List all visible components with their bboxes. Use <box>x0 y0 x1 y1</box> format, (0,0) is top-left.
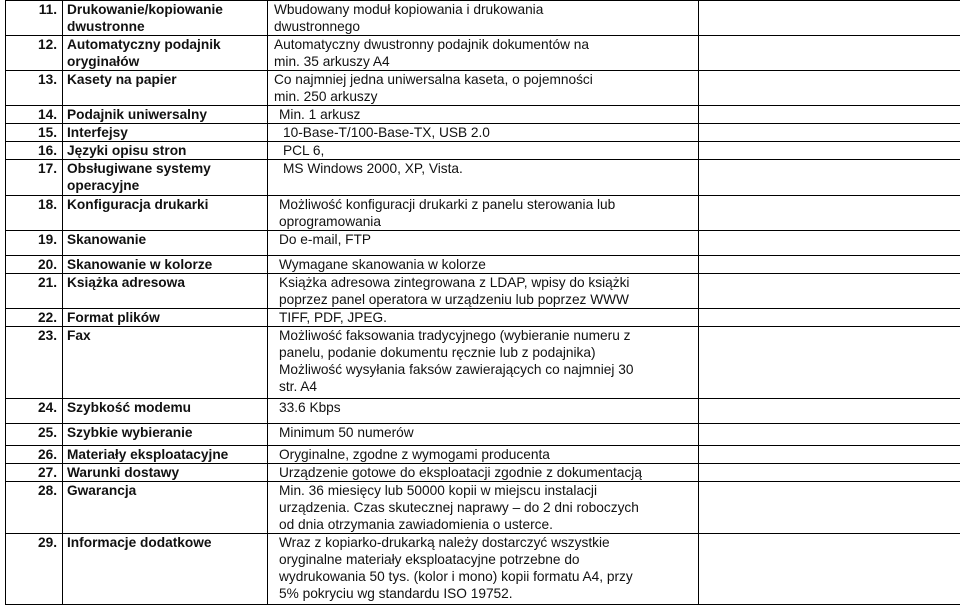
parameter-name-line: Automatyczny podajnik <box>67 36 267 53</box>
offered-parameter-cell[interactable] <box>699 399 960 424</box>
spec-row <box>6 534 960 605</box>
parameter-value <box>268 309 699 327</box>
parameter-value-line: Wraz z kopiarko-drukarką należy dostarczyć wszystkie <box>274 534 698 551</box>
row-number: 14. <box>6 106 63 124</box>
offered-parameter-cell[interactable] <box>699 231 960 256</box>
parameter-value <box>268 482 699 534</box>
parameter-value-line: Książka adresowa zintegrowana z LDAP, wpisy do książki <box>274 274 698 291</box>
parameter-value-line: min. 35 arkuszy A4 <box>274 53 698 70</box>
parameter-value-line: wydrukowania 50 tys. (kolor i mono) kopii formatu A4, przy <box>274 568 698 585</box>
parameter-name <box>63 424 268 446</box>
parameter-value <box>268 106 699 124</box>
spec-row <box>6 274 960 309</box>
parameter-value-line: dwustronnego <box>274 18 698 35</box>
parameter-name <box>63 399 268 424</box>
offered-parameter-cell[interactable] <box>699 482 960 534</box>
parameter-value-line: panelu, podanie dokumentu ręcznie lub z podajnika) <box>274 344 698 361</box>
parameter-name <box>63 256 268 274</box>
row-number: 18. <box>6 196 63 231</box>
row-number: 17. <box>6 160 63 196</box>
parameter-value-line: poprzez panel operatora w urządzeniu lub poprzez WWW <box>274 291 698 308</box>
row-number: 19. <box>6 231 63 256</box>
offered-parameter-cell[interactable] <box>699 106 960 124</box>
parameter-name-line: Fax <box>67 327 267 344</box>
parameter-name-line: Gwarancja <box>67 482 267 499</box>
spec-row <box>6 399 960 424</box>
parameter-value-line: min. 250 arkuszy <box>274 88 698 105</box>
spec-row <box>6 256 960 274</box>
parameter-name-line: Obsługiwane systemy <box>67 160 267 177</box>
parameter-name-line: Interfejsy <box>67 124 267 141</box>
spec-row <box>6 106 960 124</box>
spec-row <box>6 71 960 106</box>
row-number: 25. <box>6 424 63 446</box>
parameter-name <box>63 446 268 464</box>
parameter-name <box>63 482 268 534</box>
parameter-value-line: Możliwość faksowania tradycyjnego (wybieranie numeru z <box>274 327 698 344</box>
parameter-value <box>268 327 699 399</box>
spec-row <box>6 1 960 36</box>
parameter-value-line: Wbudowany moduł kopiowania i drukowania <box>274 1 698 18</box>
row-number: 20. <box>6 256 63 274</box>
row-number: 13. <box>6 71 63 106</box>
row-number: 27. <box>6 464 63 482</box>
parameter-value <box>268 160 699 196</box>
row-number: 29. <box>6 534 63 605</box>
row-number: 21. <box>6 274 63 309</box>
spec-row <box>6 327 960 399</box>
parameter-name-line: Podajnik uniwersalny <box>67 106 267 123</box>
parameter-name <box>63 274 268 309</box>
spec-row <box>6 482 960 534</box>
parameter-value-line: Automatyczny dwustronny podajnik dokumentów na <box>274 36 698 53</box>
parameter-value-line: 33.6 Kbps <box>274 399 698 416</box>
parameter-value-line: PCL 6, <box>274 142 698 159</box>
parameter-value-line: oprogramowania <box>274 213 698 230</box>
spec-row <box>6 424 960 446</box>
parameter-value <box>268 196 699 231</box>
parameter-value-line: str. A4 <box>274 378 698 395</box>
offered-parameter-cell[interactable] <box>699 196 960 231</box>
row-number: 12. <box>6 36 63 71</box>
parameter-value-line: Do e-mail, FTP <box>274 231 698 248</box>
spec-row <box>6 231 960 256</box>
parameter-value-line: Oryginalne, zgodne z wymogami producenta <box>274 446 698 463</box>
parameter-name <box>63 327 268 399</box>
row-number: 16. <box>6 142 63 160</box>
parameter-value <box>268 142 699 160</box>
spec-row <box>6 124 960 142</box>
row-number: 11. <box>6 1 63 36</box>
parameter-value-line: Co najmniej jedna uniwersalna kaseta, o pojemności <box>274 71 698 88</box>
offered-parameter-cell[interactable] <box>699 36 960 71</box>
parameter-value <box>268 256 699 274</box>
offered-parameter-cell[interactable] <box>699 424 960 446</box>
parameter-value-line: Min. 36 miesięcy lub 50000 kopii w miejscu instalacji <box>274 482 698 499</box>
parameter-name-line: operacyjne <box>67 177 267 194</box>
parameter-value <box>268 534 699 605</box>
parameter-value-line: 10-Base-T/100-Base-TX, USB 2.0 <box>274 124 698 141</box>
parameter-name-line: Warunki dostawy <box>67 464 267 481</box>
row-number: 22. <box>6 309 63 327</box>
parameter-name-line: Skanowanie <box>67 231 267 248</box>
parameter-value <box>268 124 699 142</box>
parameter-name-line: Informacje dodatkowe <box>67 534 267 551</box>
parameter-value <box>268 446 699 464</box>
offered-parameter-cell[interactable] <box>699 327 960 399</box>
parameter-name <box>63 464 268 482</box>
row-number: 23. <box>6 327 63 399</box>
parameter-name <box>63 309 268 327</box>
parameter-value-line: od dnia otrzymania zawiadomienia o usterce. <box>274 516 698 533</box>
parameter-name-line: oryginałów <box>67 53 267 70</box>
row-number: 15. <box>6 124 63 142</box>
parameter-value-line: Min. 1 arkusz <box>274 106 698 123</box>
parameter-name-line: Materiały eksploatacyjne <box>67 446 267 463</box>
offered-parameter-cell[interactable] <box>699 124 960 142</box>
spec-row <box>6 464 960 482</box>
parameter-name <box>63 160 268 196</box>
parameter-name-line: Skanowanie w kolorze <box>67 256 267 273</box>
offered-parameter-cell[interactable] <box>699 534 960 605</box>
row-number: 26. <box>6 446 63 464</box>
spec-row <box>6 446 960 464</box>
offered-parameter-cell[interactable] <box>699 71 960 106</box>
offered-parameter-cell[interactable] <box>699 160 960 196</box>
parameter-value-line: urządzenia. Czas skutecznej naprawy – do 2 dni roboczych <box>274 499 698 516</box>
parameter-name-line: Format plików <box>67 309 267 326</box>
parameter-name <box>63 142 268 160</box>
parameter-value <box>268 399 699 424</box>
specification-table-body <box>6 1 960 605</box>
parameter-value <box>268 274 699 309</box>
offered-parameter-cell[interactable] <box>699 256 960 274</box>
parameter-name-line: Języki opisu stron <box>67 142 267 159</box>
parameter-name-line: Drukowanie/kopiowanie <box>67 1 267 18</box>
parameter-value <box>268 424 699 446</box>
spec-row <box>6 160 960 196</box>
parameter-value-line: TIFF, PDF, JPEG. <box>274 309 698 326</box>
parameter-name <box>63 71 268 106</box>
offered-parameter-cell[interactable] <box>699 274 960 309</box>
parameter-name-line: Szybkie wybieranie <box>67 424 267 441</box>
parameter-name <box>63 124 268 142</box>
offered-parameter-cell[interactable] <box>699 1 960 36</box>
offered-parameter-cell[interactable] <box>699 142 960 160</box>
parameter-name <box>63 1 268 36</box>
parameter-value <box>268 464 699 482</box>
offered-parameter-cell[interactable] <box>699 464 960 482</box>
row-number: 28. <box>6 482 63 534</box>
parameter-value-line: oryginalne materiały eksploatacyjne potrzebne do <box>274 551 698 568</box>
parameter-name-line: Książka adresowa <box>67 274 267 291</box>
parameter-value <box>268 231 699 256</box>
parameter-name <box>63 36 268 71</box>
parameter-value <box>268 36 699 71</box>
parameter-name-line: Szybkość modemu <box>67 399 267 416</box>
parameter-value-line: Minimum 50 numerów <box>274 424 698 441</box>
spec-row <box>6 196 960 231</box>
parameter-value-line: MS Windows 2000, XP, Vista. <box>274 160 698 177</box>
parameter-value <box>268 1 699 36</box>
parameter-name-line: Kasety na papier <box>67 71 267 88</box>
offered-parameter-cell[interactable] <box>699 309 960 327</box>
parameter-value-line: Urządzenie gotowe do eksploatacji zgodnie z dokumentacją <box>274 464 698 481</box>
parameter-value-line: Wymagane skanowania w kolorze <box>274 256 698 273</box>
parameter-value-line: Możliwość konfiguracji drukarki z panelu sterowania lub <box>274 196 698 213</box>
parameter-value-line: Możliwość wysyłania faksów zawierających co najmniej 30 <box>274 361 698 378</box>
parameter-value-line: 5% pokryciu wg standardu ISO 19752. <box>274 585 698 602</box>
spec-row <box>6 142 960 160</box>
offered-parameter-cell[interactable] <box>699 446 960 464</box>
spec-row <box>6 309 960 327</box>
parameter-value <box>268 71 699 106</box>
parameter-name <box>63 196 268 231</box>
spec-row <box>6 36 960 71</box>
parameter-name-line: Konfiguracja drukarki <box>67 196 267 213</box>
parameter-name <box>63 231 268 256</box>
row-number: 24. <box>6 399 63 424</box>
parameter-name-line: dwustronne <box>67 18 267 35</box>
specification-table <box>5 0 960 605</box>
parameter-name <box>63 534 268 605</box>
parameter-name <box>63 106 268 124</box>
